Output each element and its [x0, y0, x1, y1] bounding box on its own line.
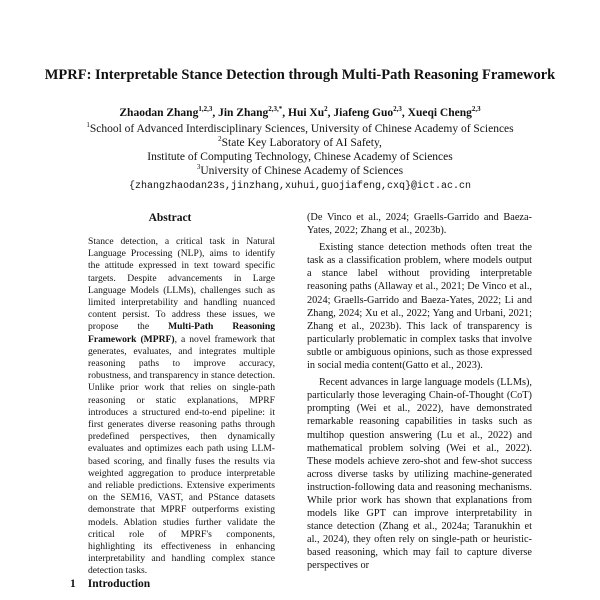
- author-name: Jin Zhang: [218, 107, 269, 119]
- section-title: Introduction: [87, 578, 151, 590]
- author-name: Hui Xu: [288, 107, 325, 119]
- abstract-text: Stance detection, a critical task in Natural Language Processing (NLP), aims to identify the attitude expressed in text toward specific targets. Despite advancements in Large Language Models (LLMs), challenges such as limited interpretability and handling nuanced content persist. To address these issues, we propose the: [88, 236, 275, 333]
- author-name: Xueqi Cheng: [407, 107, 472, 119]
- affiliation-line: [30, 164, 570, 178]
- abstract-framework-name: Multi-Path Reasoning Framework (MPRF): [88, 321, 275, 345]
- author-list: Zhaodan Zhang$^{1,2,3}$, Jin Zhang$^{2,3,*}$, Hui Xu$^2$, Jiafeng Guo$^{2,3}$, Xueqi Cheng$^{2,3}$: [119, 105, 481, 119]
- affiliation-marker: 2: [218, 135, 222, 144]
- right-column: [307, 211, 532, 577]
- affiliation-text: University of Chinese Academy of Sciences: [200, 165, 404, 177]
- author-affiliation-marker: 2,3: [393, 105, 402, 114]
- affiliation-marker: 1: [86, 121, 90, 130]
- affiliation-line: [30, 122, 570, 136]
- section-number: 1: [70, 578, 76, 590]
- paragraph: (De Vinco et al., 2024; Graells-Garrido and Baeza-Yates, 2022; Zhang et al., 2023b).: [307, 212, 532, 237]
- abstract-text: , a novel framework that generates, evaluates, and integrates multiple reasoning paths to improve accuracy, robustness, and transparency in stance detection. Unlike prior work that relies on single-path reasoning or static explanations, MPRF introduces a structured end-to-end pipeline: it first generates diverse reasoning paths through predefined perspectives, then dynamically evaluates and optimizes each path using LLM-based scoring, and finally fuses the results via weighted aggregation to produce interpretable and reliable predictions. Extensive experiments on the SEM16, VAST, and PStance datasets demonstrate that MPRF outperforms existing models. Ablation studies further validate the critical role of MPRF's components, highlighting its effectiveness in enhancing interpretability and handling complex stance detection tasks.: [88, 333, 275, 577]
- abstract-body: [88, 236, 275, 578]
- author-emails: {zhangzhaodan23s,jinzhang,xuhui,guojiafeng,cxq}@ict.ac.cn: [128, 181, 472, 192]
- affiliation-text: State Key Laboratory of AI Safety,: [221, 137, 382, 149]
- paragraph: Recent advances in large language models (LLMs), particularly those leveraging Chain-of-Thought (CoT) prompting (Wei et al., 2022), have demonstrated remarkable reasoning capabilities in tasks such as multihop question answering (Lu et al., 2022) and mathematical problem solving (Wei et al., 2022). These models achieve zero-shot and few-shot success across diverse tasks by utilizing machine-generated instruction-following data and reasoning mechanisms. While prior work has shown that explanations from models like GPT can improve interpretability in stance detection (Zhang et al., 2024a; Taranukhin et al., 2024), they often rely on single-path or heuristic-based reasoning, which may fail to capture diverse perspectives or: [307, 377, 532, 572]
- paragraph: Existing stance detection methods often treat the task as a classification problem, where models output a stance label without providing interpretable reasoning paths (Allaway et al., 2021; De Vinco et al., 2024; Graells-Garrido and Baeza-Yates, 2022; Li and Zhang, 2024; Xu et al., 2022; Yang and Urbani, 2021; Zhang et al., 2023b). This lack of transparency is particularly problematic in complex tasks that involve subtle or ambiguous opinions, such as those expressed in social media content(Gatto et al., 2023).: [307, 242, 532, 372]
- author-affiliation-marker: 1,2,3: [198, 105, 213, 114]
- affiliation-marker: 3: [196, 163, 201, 172]
- author-affiliation-marker: 2: [324, 105, 328, 114]
- author-name: Zhaodan Zhang: [119, 107, 199, 119]
- section-heading: [70, 578, 150, 590]
- affiliation-line: [30, 150, 570, 164]
- affiliation-text: School of Advanced Interdisciplinary Sciences, University of Chinese Academy of Sciences: [89, 123, 514, 135]
- affiliation-line: [30, 136, 570, 150]
- author-affiliation-marker: 2,3: [471, 105, 481, 114]
- author-name: Jiafeng Guo: [333, 107, 394, 119]
- affiliation-text: Institute of Computing Technology, Chinese Academy of Sciences: [147, 151, 453, 163]
- paper-title: MPRF: Interpretable Stance Detection through Multi-Path Reasoning Framework: [44, 67, 556, 83]
- author-affiliation-marker: 2,3,*: [268, 105, 283, 114]
- abstract-heading: Abstract: [148, 212, 192, 224]
